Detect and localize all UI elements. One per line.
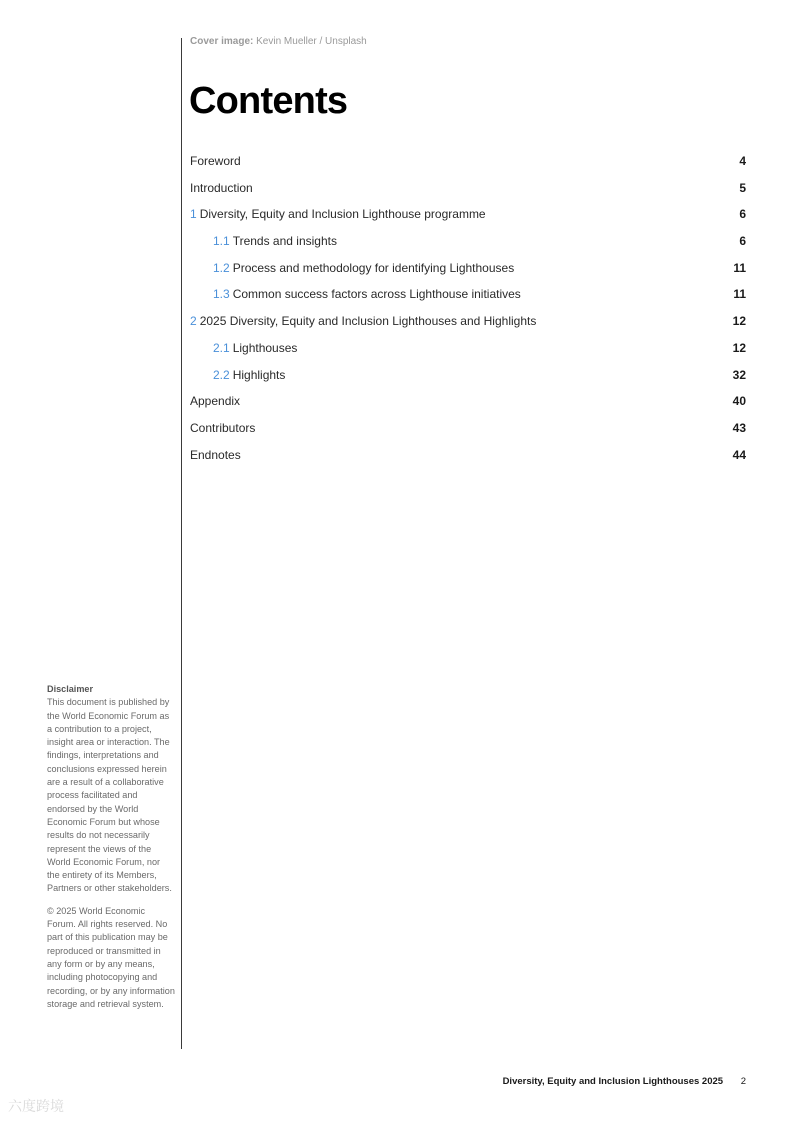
toc-section-number: 1.2	[213, 260, 230, 275]
toc-page-number: 11	[733, 260, 746, 275]
toc-entry-label: Appendix	[190, 394, 241, 409]
toc-entry-label: 2025 Diversity, Equity and Inclusion Lighthouses and Highlights	[199, 314, 537, 329]
toc-entry-label: Lighthouses	[232, 340, 298, 355]
toc-entry-label: Diversity, Equity and Inclusion Lighthouse programme	[199, 207, 486, 222]
toc-section-number: 2.2	[213, 367, 230, 382]
toc-section-number: 2.1	[213, 340, 230, 355]
toc-page-number: 4	[739, 154, 746, 168]
toc-entry[interactable]	[190, 207, 746, 234]
toc-entry-title	[190, 421, 255, 435]
toc-entry[interactable]	[190, 261, 746, 288]
toc-entry-title	[190, 207, 486, 221]
toc-page-number: 12	[732, 340, 746, 355]
toc-entry-label: Process and methodology for identifying Lighthouses	[232, 260, 515, 275]
cover-image-credit	[190, 36, 367, 47]
watermark: 六度跨境	[8, 1098, 64, 1114]
toc-entry-label: Endnotes	[190, 447, 241, 462]
toc-entry-title	[213, 234, 337, 248]
toc-page-number: 43	[732, 420, 746, 435]
toc-page-number: 40	[732, 394, 746, 409]
toc-entry-label: Common success factors across Lighthouse initiatives	[232, 287, 521, 302]
toc-entry-title	[190, 314, 536, 328]
footer-page-number: 2	[740, 1076, 746, 1087]
toc-page-number: 6	[739, 207, 746, 222]
toc-entry-label: Contributors	[190, 420, 256, 435]
toc-entry-title	[213, 261, 514, 275]
toc-entry-label: Introduction	[190, 180, 253, 195]
toc-entry[interactable]	[190, 234, 746, 261]
toc-entry[interactable]	[190, 368, 746, 395]
toc-entry[interactable]	[190, 154, 746, 181]
toc-page-number: 6	[739, 234, 746, 249]
table-of-contents	[190, 154, 746, 474]
disclaimer-heading: Disclaimer	[47, 684, 94, 694]
toc-section-number: 1	[190, 207, 197, 222]
toc-page-number: 32	[732, 367, 746, 382]
toc-entry-label: Foreword	[190, 154, 241, 168]
toc-entry-label: Trends and insights	[232, 234, 337, 249]
cover-credit-name: Kevin Mueller / Unsplash	[256, 36, 367, 47]
toc-section-number: 1.3	[213, 287, 230, 302]
toc-page-number: 5	[739, 180, 746, 195]
disclaimer-text: This document is published by the World Economic Forum as a contribution to a project, insight area or interaction. The findings, interpretations and conclusions expressed herein are a result of a collaborative process facilitated and endorsed by the World Economic Forum but whose results do not necessarily represent the views of the World Economic Forum, nor the entirety of its Members, Partners or other stakeholders.	[47, 697, 172, 894]
page-footer	[503, 1076, 746, 1087]
toc-entry[interactable]	[190, 448, 746, 475]
cover-credit-label: Cover image:	[190, 36, 254, 47]
disclaimer	[47, 683, 175, 1011]
toc-page-number: 11	[733, 287, 746, 302]
toc-entry-title	[213, 341, 297, 355]
footer-title: Diversity, Equity and Inclusion Lighthouses 2025	[502, 1076, 724, 1087]
toc-page-number: 12	[732, 314, 746, 329]
toc-entry-label: Highlights	[232, 367, 286, 382]
copyright-notice: © 2025 World Economic Forum. All rights reserved. No part of this publication may be reproduced or transmitted in any form or by any means, including photocopying and recording, or by any information storage and retrieval system.	[47, 905, 175, 1009]
toc-entry-title	[190, 394, 240, 408]
toc-entry[interactable]	[190, 287, 746, 314]
toc-entry[interactable]	[190, 314, 746, 341]
sidebar-divider	[181, 38, 182, 1049]
toc-page-number: 44	[732, 447, 746, 462]
toc-entry-title	[213, 287, 521, 301]
toc-entry[interactable]	[190, 181, 746, 208]
toc-entry-title	[213, 368, 285, 382]
toc-entry-title	[190, 181, 253, 195]
toc-section-number: 2	[190, 314, 197, 329]
page-title: Contents	[189, 80, 348, 122]
toc-entry[interactable]	[190, 341, 746, 368]
toc-section-number: 1.1	[213, 234, 230, 249]
toc-entry[interactable]	[190, 394, 746, 421]
toc-entry[interactable]	[190, 421, 746, 448]
toc-entry-title	[190, 154, 241, 168]
toc-entry-title	[190, 448, 241, 462]
